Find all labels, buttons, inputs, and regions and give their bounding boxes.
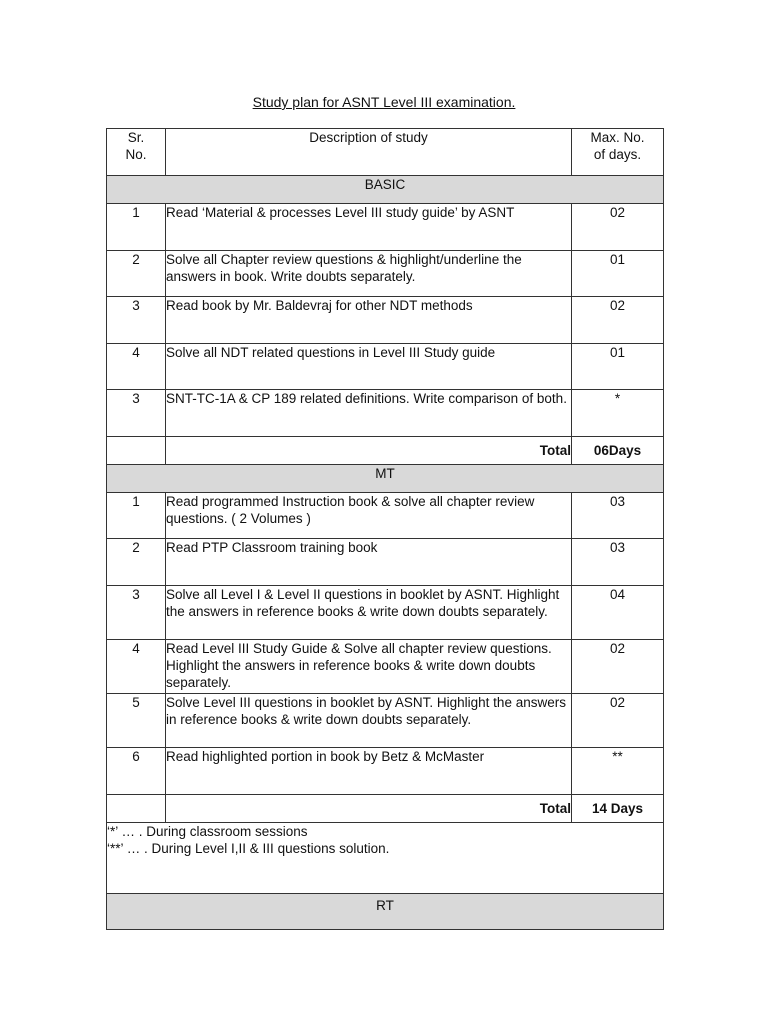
total-value: 06Days xyxy=(572,437,664,465)
row-description: Solve all NDT related questions in Level III Study guide xyxy=(166,344,572,390)
row-sr: 1 xyxy=(107,204,166,251)
section-row-mt xyxy=(107,465,664,493)
row-days: 01 xyxy=(572,344,664,390)
note-double-asterisk: ‘**’ … . During Level I,II & III questions solution. xyxy=(107,841,390,856)
row-description: Read programmed Instruction book & solve all chapter review questions. ( 2 Volumes ) xyxy=(166,493,572,539)
table-row xyxy=(107,586,664,640)
row-days: 01 xyxy=(572,251,664,297)
table-row xyxy=(107,390,664,437)
row-sr: 4 xyxy=(107,344,166,390)
row-days: ** xyxy=(572,748,664,795)
row-description: Read PTP Classroom training book xyxy=(166,539,572,586)
header-no-label: No. xyxy=(125,147,147,162)
row-description: SNT-TC-1A & CP 189 related definitions. Write comparison of both. xyxy=(166,390,572,437)
section-title: MT xyxy=(107,465,664,493)
row-sr: 3 xyxy=(107,586,166,640)
header-of-days-label: of days. xyxy=(593,147,642,162)
row-sr: 6 xyxy=(107,748,166,795)
header-sr-no xyxy=(107,129,166,176)
row-description: Solve all Chapter review questions & highlight/underline the answers in book. Write doubts separately. xyxy=(166,251,572,297)
total-empty-cell xyxy=(107,795,166,823)
row-days: 02 xyxy=(572,297,664,344)
row-days: 02 xyxy=(572,204,664,251)
row-description: Read ‘Material & processes Level III study guide’ by ASNT xyxy=(166,204,572,251)
table-row xyxy=(107,539,664,586)
notes-row xyxy=(107,823,664,894)
total-row-mt xyxy=(107,795,664,823)
row-sr: 4 xyxy=(107,640,166,694)
total-label: Total xyxy=(166,437,572,465)
row-sr: 5 xyxy=(107,694,166,748)
table-row xyxy=(107,694,664,748)
row-days: 02 xyxy=(572,640,664,694)
row-days: 02 xyxy=(572,694,664,748)
row-days: 04 xyxy=(572,586,664,640)
section-row-rt xyxy=(107,894,664,930)
total-value: 14 Days xyxy=(572,795,664,823)
header-description: Description of study xyxy=(166,129,572,176)
table-row xyxy=(107,748,664,795)
note-single-asterisk: ‘*’ … . During classroom sessions xyxy=(107,824,308,839)
row-sr: 3 xyxy=(107,390,166,437)
row-sr: 1 xyxy=(107,493,166,539)
table-row xyxy=(107,204,664,251)
row-description: Read Level III Study Guide & Solve all chapter review questions. Highlight the answers in reference books & write down doubts separately. xyxy=(166,640,572,694)
table-row xyxy=(107,493,664,539)
row-sr: 3 xyxy=(107,297,166,344)
header-max-days xyxy=(572,129,664,176)
section-title: BASIC xyxy=(107,176,664,204)
total-empty-cell xyxy=(107,437,166,465)
row-description: Read book by Mr. Baldevraj for other NDT methods xyxy=(166,297,572,344)
table-row xyxy=(107,251,664,297)
total-row-basic xyxy=(107,437,664,465)
row-description: Read highlighted portion in book by Betz & McMaster xyxy=(166,748,572,795)
notes-cell xyxy=(107,823,664,894)
total-label: Total xyxy=(166,795,572,823)
row-description: Solve all Level I & Level II questions in booklet by ASNT. Highlight the answers in reference books & write down doubts separately. xyxy=(166,586,572,640)
document-title: Study plan for ASNT Level III examination. xyxy=(252,94,516,110)
section-title: RT xyxy=(107,894,664,930)
header-row xyxy=(107,129,664,176)
row-sr: 2 xyxy=(107,251,166,297)
header-max-no-label: Max. No. xyxy=(590,130,645,145)
section-row-basic xyxy=(107,176,664,204)
header-sr-label: Sr. xyxy=(127,130,145,145)
row-description: Solve Level III questions in booklet by ASNT. Highlight the answers in reference books & write down doubts separately. xyxy=(166,694,572,748)
table-row xyxy=(107,344,664,390)
table-row xyxy=(107,297,664,344)
table-row xyxy=(107,640,664,694)
row-days: 03 xyxy=(572,539,664,586)
study-plan-table xyxy=(106,128,664,930)
row-days: * xyxy=(572,390,664,437)
row-sr: 2 xyxy=(107,539,166,586)
row-days: 03 xyxy=(572,493,664,539)
